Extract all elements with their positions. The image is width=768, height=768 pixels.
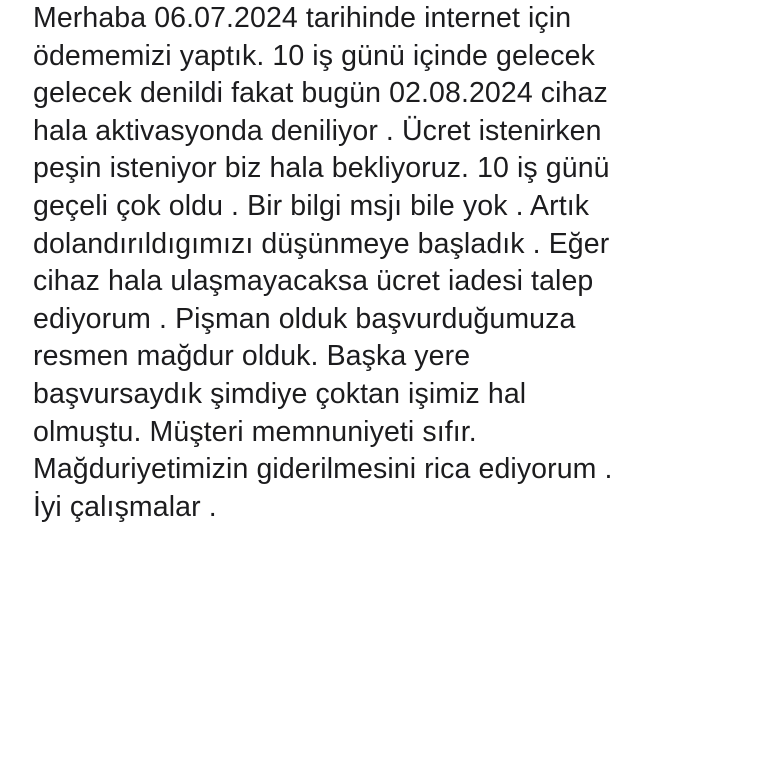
message-line-12: olmuştu. Müşteri memnuniyeti sıfır. bbox=[33, 415, 477, 448]
message-line-7: dolandırıldıgımızı düşünmeye başladık . Eğer bbox=[33, 227, 610, 260]
message-line-3: gelecek denildi fakat bugün 02.08.2024 cihaz bbox=[33, 77, 608, 110]
message-line-9: ediyorum . Pişman olduk başvurduğumuza bbox=[33, 302, 576, 335]
message-line-2: ödememizi yaptık. 10 iş günü içinde gelecek bbox=[33, 39, 595, 72]
message-line-5: peşin isteniyor biz hala bekliyoruz. 10 iş günü bbox=[33, 152, 610, 185]
message-line-8: cihaz hala ulaşmayacaksa ücret iadesi talep bbox=[33, 265, 594, 298]
message-line-6: geçeli çok oldu . Bir bilgi msjı bile yok . Artık bbox=[33, 189, 590, 222]
message-line-14: İyi çalışmalar . bbox=[33, 490, 217, 523]
message-line-1: Merhaba 06.07.2024 tarihinde internet için bbox=[33, 2, 572, 34]
message-line-4: hala aktivasyonda deniliyor . Ücret istenirken bbox=[33, 114, 602, 147]
message-line-11: başvursaydık şimdiye çoktan işimiz hal bbox=[33, 377, 527, 410]
message-line-13: Mağduriyetimizin giderilmesini rica ediyorum . bbox=[33, 453, 613, 486]
message-text bbox=[33, 0, 763, 526]
message-line-10: resmen mağdur olduk. Başka yere bbox=[33, 340, 471, 373]
